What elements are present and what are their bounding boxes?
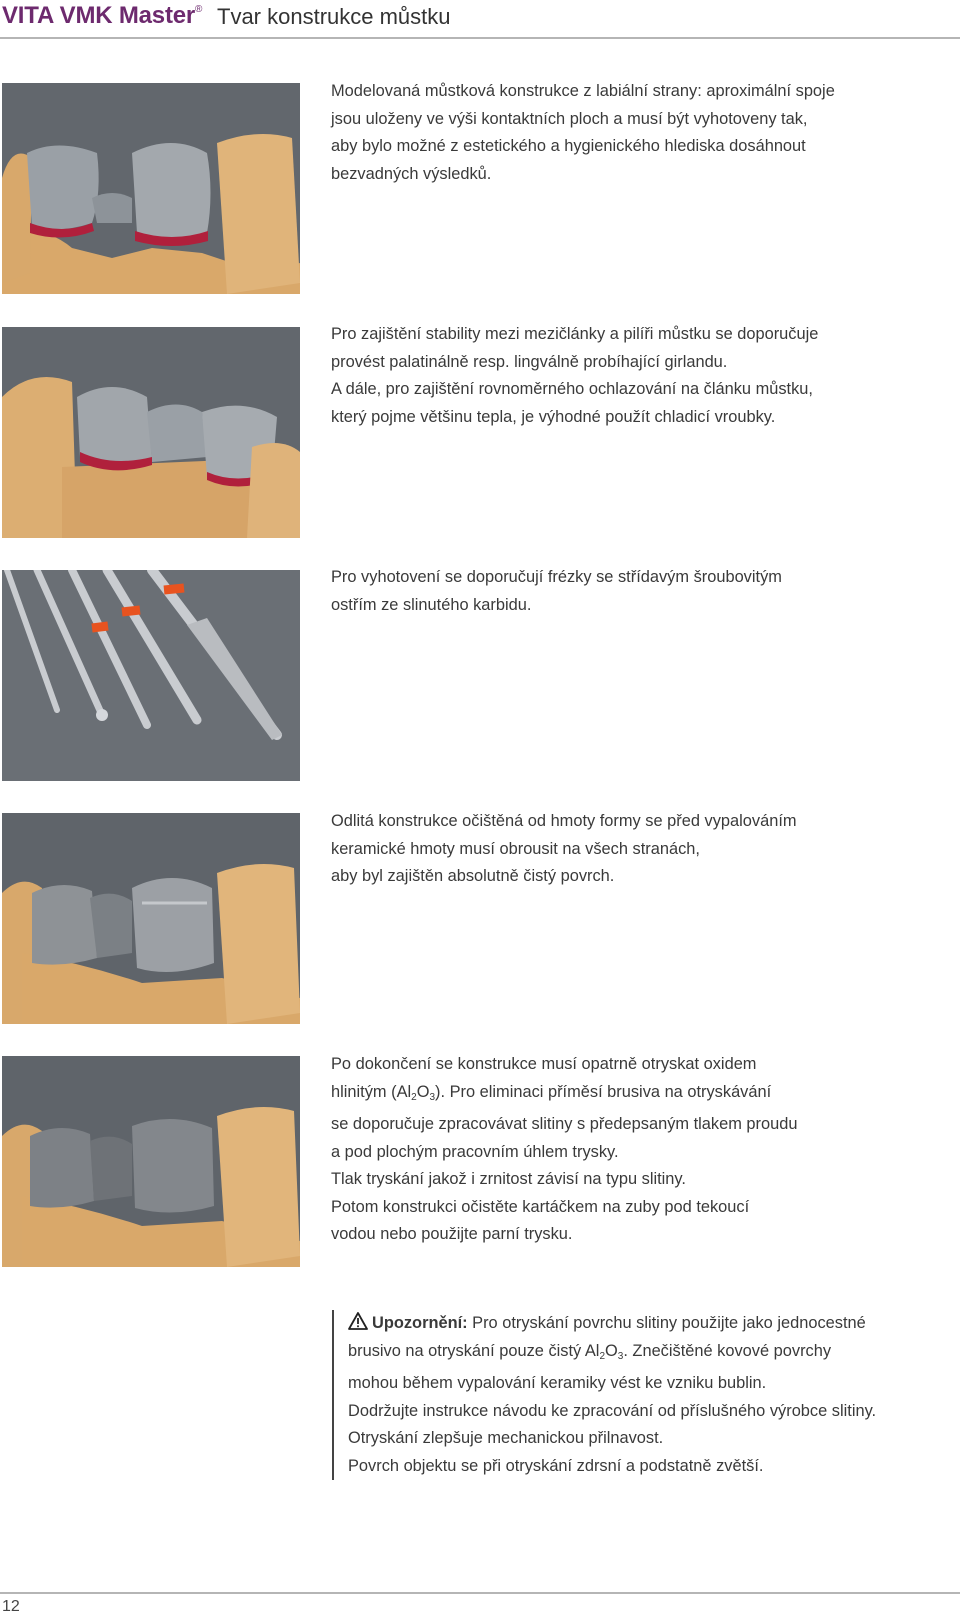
text-line: Odlitá konstrukce očištěná od hmoty formy se před vypalováním [331,812,797,830]
warning-line: mohou během vypalování keramiky vést ke vzniku bublin. [348,1374,767,1392]
warning-box [332,1310,908,1480]
registered-mark: ® [195,4,203,15]
text-line: Potom konstrukci očistěte kartáčkem na zuby pod tekoucí [331,1197,750,1216]
text-line: Pro zajištění stability mezi mezičlánky a pilíři můstku se doporučuje [331,325,819,343]
text-line: Po dokončení se konstrukce musí opatrně otryskat oxidem [331,1055,757,1073]
text-fragment: ). Pro eliminaci příměsí brusiva na otryskávání [435,1082,772,1101]
photo-cast-framework [2,813,300,1024]
text-line: Tlak tryskání jakož i zrnitost závisí na typu slitiny. [331,1170,686,1188]
page-title: Tvar konstrukce můstku [217,4,451,29]
text-line: A dále, pro zajištění rovnoměrného ochlazování na článku můstku, [331,380,813,398]
warning-line: Povrch objektu se při otryskání zdrsní a podstatně zvětší. [348,1456,764,1475]
header-divider [0,37,960,39]
subscript: 3 [429,1091,436,1103]
photo-carbide-burs [2,570,300,781]
photo-waxed-bridge-palatal [2,327,300,538]
text-fragment: . Znečištěné kovové povrchy [623,1341,832,1360]
page-number: 12 [2,1598,20,1615]
warning-line [348,1338,908,1371]
text-line: Pro vyhotovení se doporučují frézky se střídavým šroubovitým [331,568,782,586]
text-fragment: Pro otryskání povrchu slitiny použijte jako jednocestné [467,1314,866,1332]
text-line: keramické hmoty musí obrousit na všech stranách, [331,839,700,858]
text-line: provést palatinálně resp. lingválně probíhající girlandu. [331,352,728,371]
subscript: 3 [617,1350,624,1362]
subscript: 2 [599,1350,606,1362]
text-section-4 [331,808,851,891]
text-line: a pod plochým pracovním úhlem trysky. [331,1142,619,1161]
warning-triangle-icon [348,1312,368,1330]
footer-divider [0,1592,960,1594]
warning-line: Dodržujte instrukce návodu ke zpracování od příslušného výrobce slitiny. [348,1401,877,1420]
text-section-3 [331,564,851,619]
text-fragment: hlinitým (Al [331,1082,412,1101]
subscript: 2 [411,1091,417,1103]
text-line: aby bylo možné z estetického a hygienického hlediska dosáhnout [331,137,806,155]
brand-logo [2,2,202,30]
warning-line [348,1310,908,1338]
text-line: vodou nebo použijte parní trysku. [331,1225,573,1243]
page-header [0,0,960,38]
brand-name: VITA VMK Master [2,2,196,29]
text-section-1 [331,78,851,188]
text-fragment: O [416,1082,430,1101]
photo-sandblasted-framework [2,1056,300,1267]
warning-line: Otryskání zlepšuje mechanickou přilnavost. [348,1429,664,1447]
text-line: Modelovaná můstková konstrukce z labiální strany: aproximální spoje [331,82,835,100]
text-section-2 [331,321,851,431]
text-section-5 [331,1051,851,1249]
text-line: aby byl zajištěn absolutně čistý povrch. [331,867,615,885]
text-line [331,1079,851,1112]
text-line: který pojme většinu tepla, je výhodné použít chladicí vroubky. [331,407,776,426]
text-line: ostřím ze slinutého karbidu. [331,595,532,614]
text-fragment: O [605,1341,618,1360]
text-line: se doporučuje zpracovávat slitiny s předepsaným tlakem proudu [331,1115,798,1133]
text-line: jsou uloženy ve výši kontaktních ploch a musí být vyhotoveny tak, [331,109,808,128]
warning-label: Upozornění: [372,1314,468,1332]
text-line: bezvadných výsledků. [331,164,492,183]
photo-waxed-bridge-labial [2,83,300,294]
text-fragment: brusivo na otryskání pouze čistý Al [348,1341,600,1360]
